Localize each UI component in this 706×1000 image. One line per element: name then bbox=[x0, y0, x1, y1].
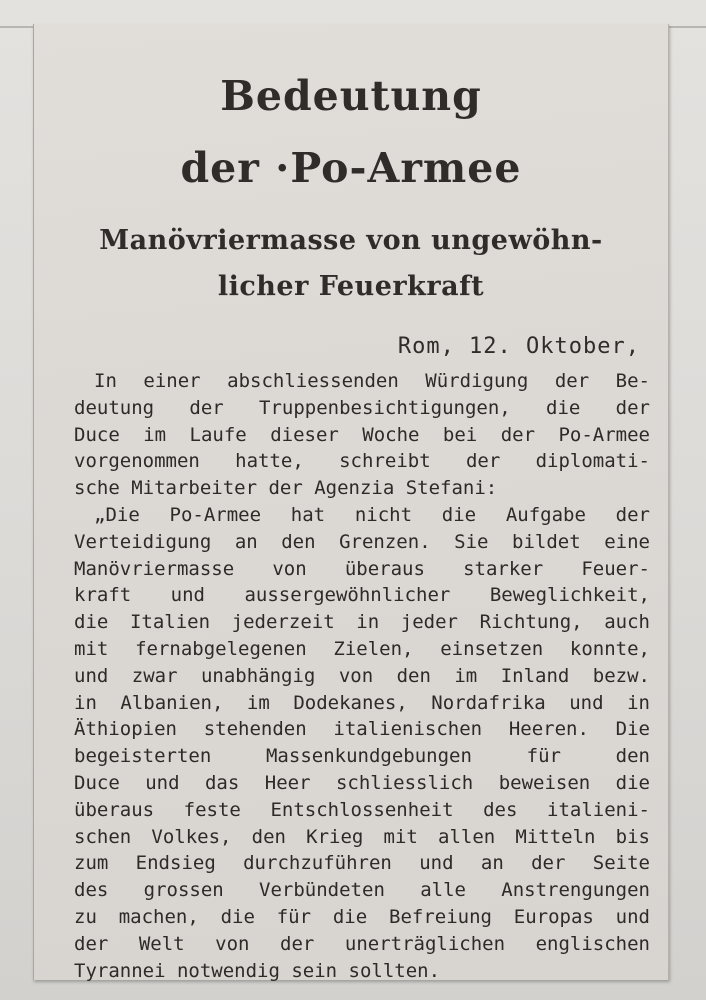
body-line: zu machen, die für die Befreiung Europas und bbox=[74, 905, 650, 928]
subheadline-line-2: licher Feuerkraft bbox=[217, 271, 485, 302]
body-line: der Welt von der unerträglichen englischen bbox=[74, 932, 650, 955]
body-line: in Albanien, im Dodekanes, Nordafrika und in bbox=[74, 691, 650, 714]
body-line: die Italien jederzeit in jeder Richtung, auch bbox=[74, 611, 650, 634]
subheadline-line-1: Manövriermasse von ungewöhn- bbox=[99, 225, 603, 256]
body-line: kraft und aussergewöhnlicher Beweglichkeit, bbox=[74, 584, 650, 607]
body-line: „Die Po-Armee hat nicht die Aufgabe der bbox=[94, 503, 650, 526]
body-line: Tyrannei notwendig sein sollten. bbox=[74, 959, 441, 982]
body-line: deutung der Truppenbesichtigungen, die der bbox=[74, 396, 650, 419]
article-body bbox=[74, 368, 650, 984]
body-line: überaus feste Entschlossenheit des italieni- bbox=[74, 798, 650, 821]
dateline: Rom, 12. Oktober, bbox=[397, 334, 640, 359]
body-line: Manövriermasse von überaus starker Feuer- bbox=[74, 557, 650, 580]
body-line: begeisterten Massenkundgebungen für den bbox=[74, 745, 650, 768]
headline-line-2: der ·Po-Armee bbox=[180, 144, 522, 192]
body-line: Verteidigung an den Grenzen. Sie bildet eine bbox=[74, 530, 650, 553]
body-line: vorgenommen hatte, schreibt der diplomati- bbox=[74, 450, 650, 473]
body-line: Äthiopien stehenden italienischen Heeren. Die bbox=[74, 718, 650, 741]
body-line: In einer abschliessenden Würdigung der Be- bbox=[94, 370, 650, 392]
body-line: sche Mitarbeiter der Agenzia Stefani: bbox=[74, 477, 498, 500]
headline-line-1: Bedeutung bbox=[220, 72, 482, 120]
body-line: und zwar unabhängig von den im Inland bezw. bbox=[74, 664, 650, 687]
body-line: Duce und das Heer schliesslich beweisen die bbox=[74, 771, 650, 794]
body-line: des grossen Verbündeten alle Anstrengungen bbox=[74, 879, 650, 902]
newspaper-clipping bbox=[33, 24, 669, 980]
body-line: mit fernabgelegenen Zielen, einsetzen konnte, bbox=[74, 637, 650, 660]
body-line: schen Volkes, den Krieg mit allen Mitteln bis bbox=[74, 825, 650, 848]
body-line: zum Endsieg durchzuführen und an der Seite bbox=[74, 852, 650, 875]
body-line: Duce im Laufe dieser Woche bei der Po-Armee bbox=[74, 423, 650, 446]
